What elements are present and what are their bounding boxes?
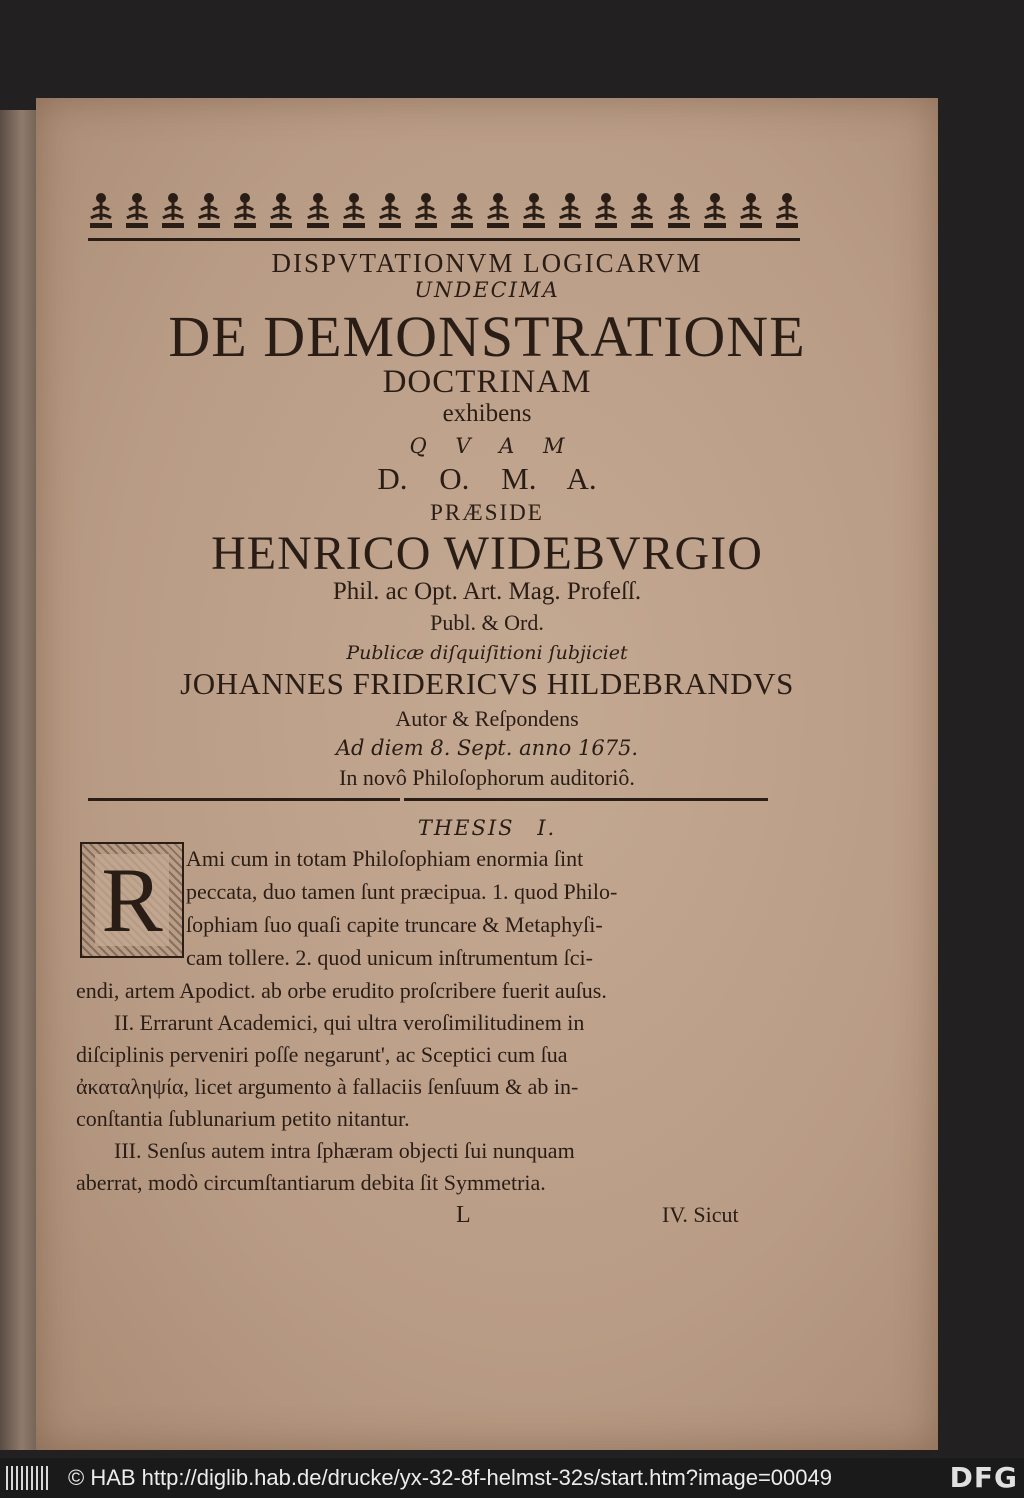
ornament-border	[88, 184, 800, 230]
fleuron-ornament-icon	[666, 190, 692, 230]
dfg-logo: DFG	[949, 1461, 1018, 1494]
subtitle-doctrinam: DOCTRINAM	[382, 364, 592, 400]
fleuron-ornament-icon	[268, 190, 294, 230]
fleuron-ornament-icon	[413, 190, 439, 230]
fleuron-ornament-icon	[738, 190, 764, 230]
body-line: ſophiam ſuo quaſi capite truncare & Metaphyſi-	[186, 912, 603, 937]
fleuron-ornament-icon	[593, 190, 619, 230]
adjacent-page-edge	[0, 110, 40, 1450]
fleuron-ornament-icon	[341, 190, 367, 230]
main-title: DE DEMONSTRATIONE	[168, 304, 806, 369]
title-undecima: UNDECIMA	[414, 278, 560, 302]
fleuron-ornament-icon	[557, 190, 583, 230]
divider-rule-left	[88, 798, 400, 801]
president-office: Publ. & Ord.	[430, 610, 544, 635]
line-doma: D. O. M. A.	[377, 461, 597, 496]
line-praeside: PRÆSIDE	[430, 500, 544, 525]
body-line: aberrat, modò circumſtantiarum debita ſit Symmetria.	[76, 1170, 546, 1195]
fleuron-ornament-icon	[449, 190, 475, 230]
viewer-footer	[0, 1458, 1024, 1498]
document-page	[36, 98, 938, 1450]
ornament-rule	[88, 238, 800, 241]
respondent-name: JOHANNES FRIDERICVS HILDEBRANDVS	[180, 666, 794, 701]
initial-letter: R	[95, 854, 168, 946]
body-line: diſciplinis perveniri poſſe negarunt', ac Sceptici cum ſua	[76, 1042, 568, 1067]
fleuron-ornament-icon	[521, 190, 547, 230]
fleuron-ornament-icon	[702, 190, 728, 230]
body-line: III. Senſus autem intra ſphæram objecti ſui nunquam	[114, 1138, 575, 1163]
disputation-date: Ad diem 8. Sept. anno 1675.	[335, 736, 639, 760]
body-line: peccata, duo tamen ſunt præcipua. 1. quod Philo-	[186, 879, 618, 904]
fleuron-ornament-icon	[124, 190, 150, 230]
fleuron-ornament-icon	[196, 190, 222, 230]
fleuron-ornament-icon	[629, 190, 655, 230]
subtitle-exhibens: exhibens	[442, 400, 532, 427]
fleuron-ornament-icon	[377, 190, 403, 230]
fleuron-ornament-icon	[305, 190, 331, 230]
decorated-initial	[80, 842, 184, 958]
catchword: IV. Sicut	[662, 1202, 739, 1227]
fleuron-ornament-icon	[774, 190, 800, 230]
body-line: endi, artem Apodict. ab orbe erudito proſcribere fuerit auſus.	[76, 978, 607, 1003]
president-title: Phil. ac Opt. Art. Mag. Profeſſ.	[332, 578, 642, 605]
body-line: cam tollere. 2. quod unicum inſtrumentum ſci-	[186, 945, 593, 970]
divider-rule-right	[404, 798, 768, 801]
body-line: Ami cum in totam Philoſophiam enormia ſint	[186, 846, 584, 871]
body-line: ἀκαταληψία, licet argumento à fallaciis ſenſuum & ab in-	[76, 1074, 579, 1099]
copyright-link[interactable]: © HAB http://diglib.hab.de/drucke/yx-32-8f-helmst-32s/start.htm?image=00049	[68, 1465, 832, 1490]
fleuron-ornament-icon	[160, 190, 186, 230]
fleuron-ornament-icon	[485, 190, 511, 230]
signature-mark: L	[456, 1202, 471, 1228]
fleuron-ornament-icon	[232, 190, 258, 230]
thesis-heading: THESIS I.	[417, 816, 557, 840]
line-publicae: Publicæ diſquiſitioni ſubjiciet	[346, 642, 628, 664]
president-name: HENRICO WIDEBVRGIO	[211, 527, 763, 580]
fleuron-ornament-icon	[88, 190, 114, 230]
title-disputationum: DISPVTATIONVM LOGICARVM	[271, 248, 703, 278]
body-line: conſtantia ſublunarium petito nitantur.	[76, 1106, 410, 1131]
disputation-place: In novô Philoſophorum auditoriô.	[339, 765, 635, 790]
respondent-role: Autor & Reſpondens	[395, 706, 579, 731]
line-quam: Q V A M	[409, 434, 565, 458]
barcode-icon	[6, 1466, 48, 1490]
body-line: II. Errarunt Academici, qui ultra veroſimilitudinem in	[114, 1010, 585, 1035]
